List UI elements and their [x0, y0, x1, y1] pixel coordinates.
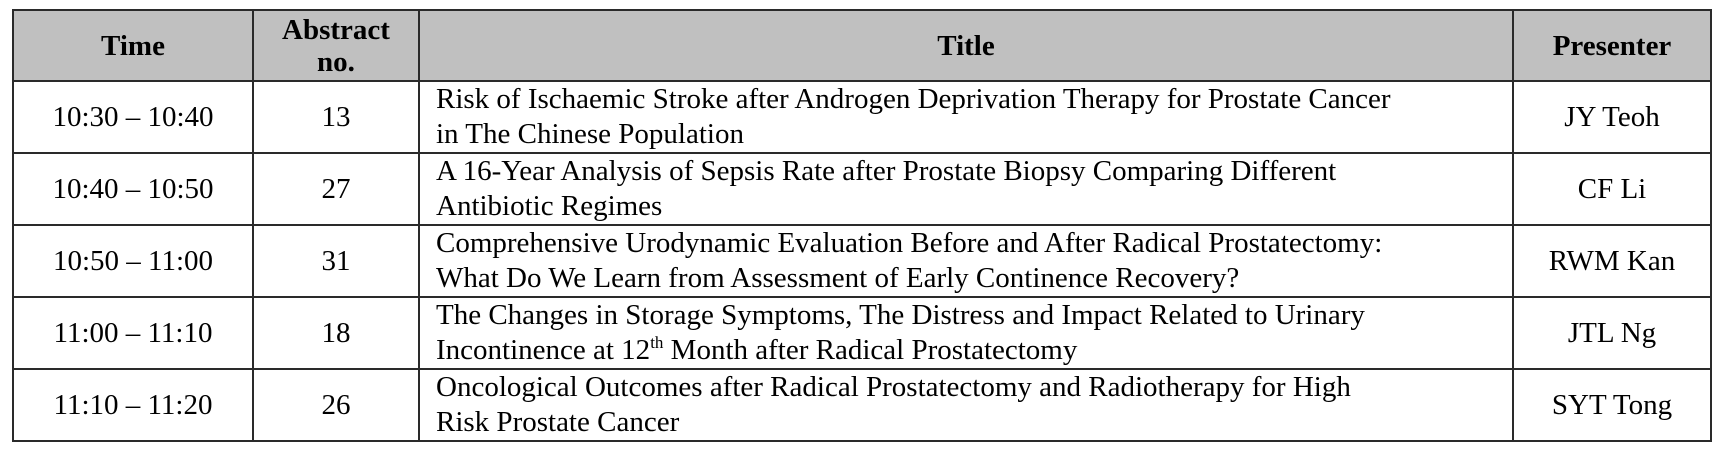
- time-cell: 10:50 – 11:00: [13, 225, 253, 297]
- table-row: [13, 81, 1711, 153]
- title-cell: [419, 225, 1513, 297]
- title-line-1: Risk of Ischaemic Stroke after Androgen Deprivation Therapy for Prostate Cancer: [436, 83, 1391, 115]
- title-cell: [419, 297, 1513, 369]
- header-row: [13, 10, 1711, 81]
- presenter-cell: CF Li: [1513, 153, 1711, 225]
- title-cell: [419, 153, 1513, 225]
- title-line-2: in The Chinese Population: [436, 118, 744, 150]
- time-cell: 11:10 – 11:20: [13, 369, 253, 441]
- presenter-cell: JTL Ng: [1513, 297, 1711, 369]
- presenter-cell: JY Teoh: [1513, 81, 1711, 153]
- presenter-cell: RWM Kan: [1513, 225, 1711, 297]
- title-line-1: Comprehensive Urodynamic Evaluation Before and After Radical Prostatectomy:: [436, 227, 1383, 259]
- title-cell: [419, 81, 1513, 153]
- table-row: [13, 225, 1711, 297]
- title-line-2: Risk Prostate Cancer: [436, 406, 680, 438]
- time-cell: 11:00 – 11:10: [13, 297, 253, 369]
- time-cell: 10:30 – 10:40: [13, 81, 253, 153]
- table-row: [13, 297, 1711, 369]
- time-cell: 10:40 – 10:50: [13, 153, 253, 225]
- title-cell: [419, 369, 1513, 441]
- title-line-2-pre: Incontinence at 12: [436, 334, 651, 366]
- title-line-1: A 16-Year Analysis of Sepsis Rate after Prostate Biopsy Comparing Different: [436, 155, 1337, 187]
- title-line-1: The Changes in Storage Symptoms, The Distress and Impact Related to Urinary: [436, 299, 1365, 331]
- title-line-2: Antibiotic Regimes: [436, 190, 663, 222]
- abstract-no-cell: 18: [253, 297, 419, 369]
- abstract-no-cell: 31: [253, 225, 419, 297]
- schedule-table: [12, 9, 1712, 442]
- header-abstract-line1: Abstract: [282, 13, 390, 46]
- header-title: Title: [419, 10, 1513, 81]
- title-line-2-post: Month after Radical Prostatectomy: [663, 334, 1078, 366]
- header-abstract-no: [253, 10, 419, 81]
- header-abstract-line2: no.: [317, 45, 355, 78]
- abstract-no-cell: 13: [253, 81, 419, 153]
- presenter-cell: SYT Tong: [1513, 369, 1711, 441]
- abstract-no-cell: 27: [253, 153, 419, 225]
- table-row: [13, 369, 1711, 441]
- header-time: Time: [13, 10, 253, 81]
- title-line-1: Oncological Outcomes after Radical Prostatectomy and Radiotherapy for High: [436, 371, 1351, 403]
- abstract-no-cell: 26: [253, 369, 419, 441]
- ordinal-superscript: th: [650, 333, 664, 352]
- header-presenter: Presenter: [1513, 10, 1711, 81]
- table-row: [13, 153, 1711, 225]
- title-line-2: What Do We Learn from Assessment of Early Continence Recovery?: [436, 262, 1240, 294]
